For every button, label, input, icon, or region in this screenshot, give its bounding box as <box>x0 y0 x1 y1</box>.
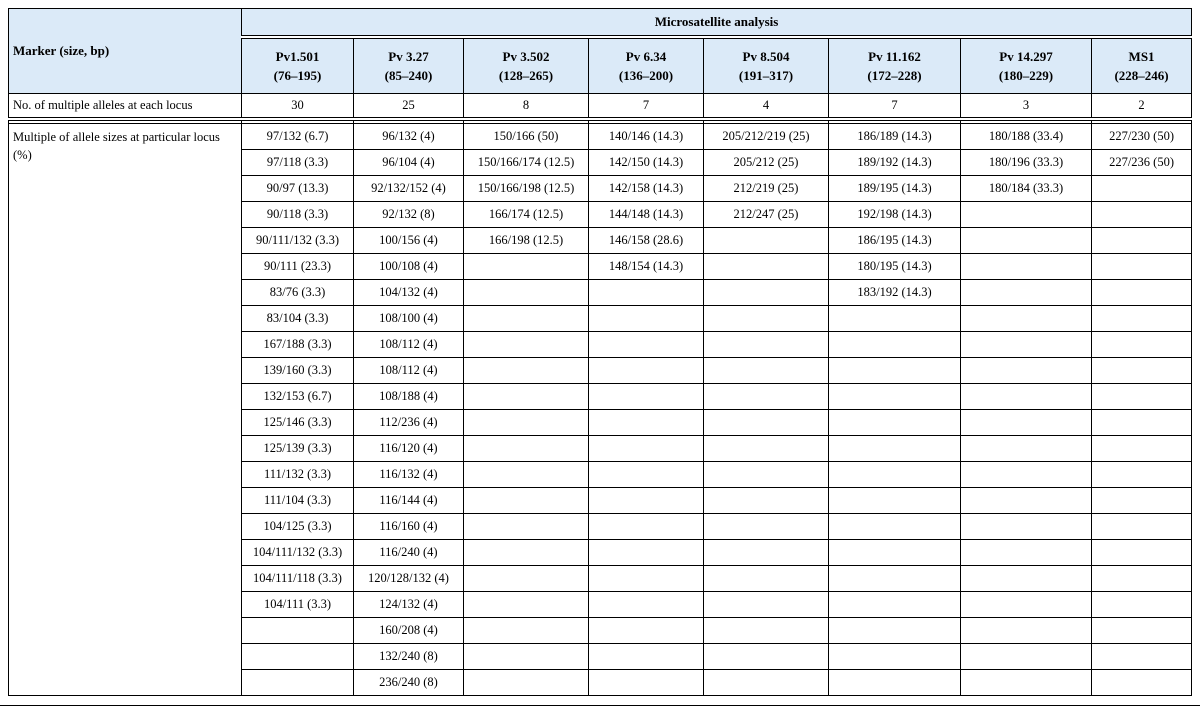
allele-cell: 212/247 (25) <box>704 202 829 228</box>
allele-cell: 104/111/118 (3.3) <box>242 566 354 592</box>
allele-cell: 132/240 (8) <box>354 644 464 670</box>
group-header: Microsatellite analysis <box>242 9 1192 38</box>
allele-cell: 150/166/174 (12.5) <box>464 150 589 176</box>
allele-cell <box>704 384 829 410</box>
allele-cell: 116/144 (4) <box>354 488 464 514</box>
allele-cell <box>961 566 1092 592</box>
allele-cell <box>464 280 589 306</box>
allele-cell <box>829 566 961 592</box>
allele-count-cell: 3 <box>961 94 1092 120</box>
allele-cell <box>589 540 704 566</box>
allele-cell: 148/154 (14.3) <box>589 254 704 280</box>
allele-cell <box>961 462 1092 488</box>
allele-cell: 189/195 (14.3) <box>829 176 961 202</box>
marker-name: Pv 11.162 <box>868 49 921 64</box>
allele-cell: 96/104 (4) <box>354 150 464 176</box>
allele-cell <box>1092 618 1192 644</box>
marker-column-header <box>1092 37 1192 94</box>
marker-size-range: (172–228) <box>867 68 922 83</box>
allele-cell <box>1092 332 1192 358</box>
allele-cell <box>829 384 961 410</box>
allele-cell: 186/189 (14.3) <box>829 124 961 150</box>
allele-cell <box>242 618 354 644</box>
allele-cell: 142/150 (14.3) <box>589 150 704 176</box>
allele-cell: 166/174 (12.5) <box>464 202 589 228</box>
allele-cell <box>1092 410 1192 436</box>
allele-cell: 205/212 (25) <box>704 150 829 176</box>
allele-cell: 111/132 (3.3) <box>242 462 354 488</box>
allele-cell: 92/132 (8) <box>354 202 464 228</box>
allele-cell: 205/212/219 (25) <box>704 124 829 150</box>
allele-cell: 150/166 (50) <box>464 124 589 150</box>
marker-column-header <box>242 37 354 94</box>
allele-cell <box>1092 670 1192 696</box>
allele-cell <box>589 358 704 384</box>
allele-count-cell: 25 <box>354 94 464 120</box>
allele-cell <box>704 592 829 618</box>
marker-name: Pv 14.297 <box>999 49 1053 64</box>
allele-cell <box>464 566 589 592</box>
allele-cell <box>464 488 589 514</box>
allele-cell: 167/188 (3.3) <box>242 332 354 358</box>
allele-cell <box>464 540 589 566</box>
allele-cell: 90/97 (13.3) <box>242 176 354 202</box>
allele-cell: 97/132 (6.7) <box>242 124 354 150</box>
allele-cell: 132/153 (6.7) <box>242 384 354 410</box>
multiple-allele-label: Multiple of allele sizes at particular locus (%) <box>9 124 242 696</box>
allele-cell <box>589 462 704 488</box>
allele-cell <box>589 306 704 332</box>
allele-cell: 83/104 (3.3) <box>242 306 354 332</box>
allele-cell <box>704 254 829 280</box>
allele-cell <box>829 644 961 670</box>
allele-cell: 104/132 (4) <box>354 280 464 306</box>
allele-cell <box>829 436 961 462</box>
allele-cell <box>829 410 961 436</box>
allele-cell <box>589 280 704 306</box>
allele-cell: 96/132 (4) <box>354 124 464 150</box>
allele-cell: 90/111/132 (3.3) <box>242 228 354 254</box>
marker-column-header <box>961 37 1092 94</box>
allele-cell <box>464 644 589 670</box>
marker-name: Pv 6.34 <box>625 49 667 64</box>
allele-cell <box>464 592 589 618</box>
allele-cell <box>1092 566 1192 592</box>
bottom-rule <box>0 705 1200 706</box>
allele-cell: 192/198 (14.3) <box>829 202 961 228</box>
table-row <box>9 124 1192 150</box>
marker-name: Pv1.501 <box>275 49 320 64</box>
allele-cell <box>1092 306 1192 332</box>
allele-cell <box>961 618 1092 644</box>
allele-cell <box>704 618 829 644</box>
allele-cell <box>704 436 829 462</box>
allele-cell: 146/158 (28.6) <box>589 228 704 254</box>
allele-count-cell: 2 <box>1092 94 1192 120</box>
count-row-label: No. of multiple alleles at each locus <box>9 94 242 120</box>
allele-cell <box>589 644 704 670</box>
marker-size-range: (76–195) <box>273 68 322 83</box>
allele-cell <box>464 514 589 540</box>
allele-cell <box>961 514 1092 540</box>
allele-cell <box>464 410 589 436</box>
allele-cell <box>1092 514 1192 540</box>
allele-cell <box>589 332 704 358</box>
allele-count-cell: 7 <box>589 94 704 120</box>
allele-cell: 180/184 (33.3) <box>961 176 1092 202</box>
allele-cell <box>1092 202 1192 228</box>
allele-cell: 116/240 (4) <box>354 540 464 566</box>
marker-column-header <box>354 37 464 94</box>
allele-cell: 83/76 (3.3) <box>242 280 354 306</box>
allele-cell <box>589 410 704 436</box>
marker-column-header <box>704 37 829 94</box>
allele-cell <box>1092 592 1192 618</box>
allele-cell: 116/120 (4) <box>354 436 464 462</box>
allele-cell <box>961 592 1092 618</box>
allele-cell <box>242 644 354 670</box>
allele-cell <box>1092 358 1192 384</box>
allele-cell: 112/236 (4) <box>354 410 464 436</box>
allele-cell <box>829 306 961 332</box>
microsatellite-table <box>8 8 1192 696</box>
allele-cell <box>589 592 704 618</box>
marker-name: Pv 8.504 <box>742 49 790 64</box>
allele-cell <box>829 462 961 488</box>
allele-cell: 189/192 (14.3) <box>829 150 961 176</box>
marker-size-range: (85–240) <box>384 68 433 83</box>
allele-cell <box>704 332 829 358</box>
marker-size-range: (228–246) <box>1114 68 1169 83</box>
allele-cell: 100/108 (4) <box>354 254 464 280</box>
allele-cell <box>464 358 589 384</box>
marker-size-range: (180–229) <box>998 68 1054 83</box>
allele-cell <box>464 254 589 280</box>
allele-cell <box>589 670 704 696</box>
allele-cell: 125/139 (3.3) <box>242 436 354 462</box>
allele-cell <box>464 306 589 332</box>
allele-cell: 142/158 (14.3) <box>589 176 704 202</box>
allele-cell <box>961 670 1092 696</box>
allele-cell <box>464 462 589 488</box>
marker-name: Pv 3.27 <box>388 49 429 64</box>
allele-cell: 100/156 (4) <box>354 228 464 254</box>
allele-cell: 108/188 (4) <box>354 384 464 410</box>
allele-cell: 90/111 (23.3) <box>242 254 354 280</box>
allele-cell: 180/196 (33.3) <box>961 150 1092 176</box>
allele-count-cell: 8 <box>464 94 589 120</box>
allele-cell <box>961 540 1092 566</box>
allele-cell <box>829 618 961 644</box>
allele-cell: 116/160 (4) <box>354 514 464 540</box>
allele-cell: 227/236 (50) <box>1092 150 1192 176</box>
allele-count-cell: 30 <box>242 94 354 120</box>
allele-cell <box>464 436 589 462</box>
allele-cell: 180/188 (33.4) <box>961 124 1092 150</box>
allele-cell <box>1092 488 1192 514</box>
allele-cell <box>961 644 1092 670</box>
allele-cell <box>961 436 1092 462</box>
allele-cell <box>961 332 1092 358</box>
allele-cell <box>961 202 1092 228</box>
allele-cell: 104/111/132 (3.3) <box>242 540 354 566</box>
allele-cell: 212/219 (25) <box>704 176 829 202</box>
allele-cell: 180/195 (14.3) <box>829 254 961 280</box>
allele-cell <box>704 670 829 696</box>
allele-cell: 144/148 (14.3) <box>589 202 704 228</box>
marker-name: MS1 <box>1128 49 1155 64</box>
allele-cell: 108/112 (4) <box>354 358 464 384</box>
allele-cell <box>1092 384 1192 410</box>
allele-cell <box>704 306 829 332</box>
allele-cell <box>961 306 1092 332</box>
allele-cell: 160/208 (4) <box>354 618 464 644</box>
allele-cell: 104/111 (3.3) <box>242 592 354 618</box>
allele-cell <box>1092 462 1192 488</box>
allele-count-cell: 7 <box>829 94 961 120</box>
allele-cell: 125/146 (3.3) <box>242 410 354 436</box>
allele-cell <box>704 462 829 488</box>
allele-cell <box>961 488 1092 514</box>
allele-cell: 111/104 (3.3) <box>242 488 354 514</box>
allele-cell <box>1092 228 1192 254</box>
allele-cell <box>1092 644 1192 670</box>
allele-cell <box>829 514 961 540</box>
allele-cell <box>704 488 829 514</box>
allele-cell <box>704 644 829 670</box>
allele-cell <box>961 254 1092 280</box>
allele-cell: 139/160 (3.3) <box>242 358 354 384</box>
allele-cell <box>704 540 829 566</box>
allele-cell: 116/132 (4) <box>354 462 464 488</box>
allele-cell <box>704 280 829 306</box>
marker-size-range: (191–317) <box>738 68 794 83</box>
allele-cell: 92/132/152 (4) <box>354 176 464 202</box>
allele-cell <box>464 618 589 644</box>
marker-name: Pv 3.502 <box>502 49 550 64</box>
allele-cell <box>589 618 704 644</box>
allele-cell <box>589 566 704 592</box>
allele-cell <box>829 358 961 384</box>
allele-cell <box>1092 436 1192 462</box>
allele-cell <box>1092 254 1192 280</box>
allele-cell <box>829 592 961 618</box>
allele-cell: 186/195 (14.3) <box>829 228 961 254</box>
marker-size-range: (136–200) <box>618 68 674 83</box>
allele-cell: 150/166/198 (12.5) <box>464 176 589 202</box>
allele-cell <box>961 228 1092 254</box>
allele-cell <box>589 488 704 514</box>
allele-cell <box>829 540 961 566</box>
allele-cell: 183/192 (14.3) <box>829 280 961 306</box>
allele-cell <box>829 488 961 514</box>
allele-cell <box>961 358 1092 384</box>
allele-cell <box>961 280 1092 306</box>
allele-cell <box>464 384 589 410</box>
allele-cell <box>961 384 1092 410</box>
allele-cell <box>829 332 961 358</box>
allele-cell: 90/118 (3.3) <box>242 202 354 228</box>
allele-cell: 227/230 (50) <box>1092 124 1192 150</box>
allele-cell <box>589 384 704 410</box>
allele-cell <box>829 670 961 696</box>
allele-cell <box>704 410 829 436</box>
marker-column-header <box>829 37 961 94</box>
allele-cell <box>1092 176 1192 202</box>
allele-cell: 97/118 (3.3) <box>242 150 354 176</box>
count-row <box>9 94 1192 120</box>
marker-column-header <box>589 37 704 94</box>
allele-cell: 104/125 (3.3) <box>242 514 354 540</box>
allele-cell <box>589 436 704 462</box>
allele-cell <box>1092 280 1192 306</box>
allele-cell <box>704 228 829 254</box>
allele-cell: 108/100 (4) <box>354 306 464 332</box>
allele-cell <box>589 514 704 540</box>
marker-column-header <box>464 37 589 94</box>
marker-header: Marker (size, bp) <box>9 9 242 94</box>
allele-cell: 108/112 (4) <box>354 332 464 358</box>
allele-cell <box>464 670 589 696</box>
allele-cell: 140/146 (14.3) <box>589 124 704 150</box>
allele-cell <box>704 358 829 384</box>
allele-count-cell: 4 <box>704 94 829 120</box>
allele-cell <box>1092 540 1192 566</box>
allele-cell <box>961 410 1092 436</box>
allele-cell: 166/198 (12.5) <box>464 228 589 254</box>
marker-size-range: (128–265) <box>498 68 554 83</box>
allele-cell <box>704 514 829 540</box>
allele-cell: 120/128/132 (4) <box>354 566 464 592</box>
allele-cell <box>242 670 354 696</box>
allele-cell <box>704 566 829 592</box>
allele-cell <box>464 332 589 358</box>
allele-cell: 124/132 (4) <box>354 592 464 618</box>
allele-cell: 236/240 (8) <box>354 670 464 696</box>
